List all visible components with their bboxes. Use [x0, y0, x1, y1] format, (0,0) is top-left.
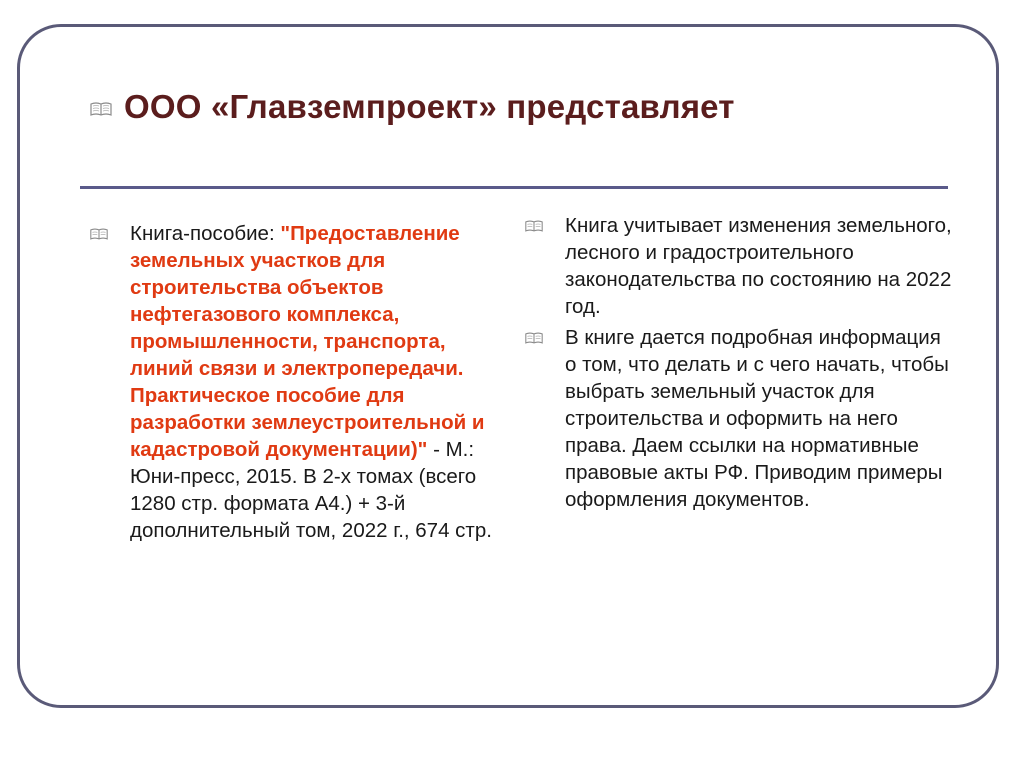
open-book-icon	[90, 101, 112, 117]
open-book-icon	[525, 331, 543, 345]
list-item	[90, 220, 500, 544]
book-intro: Книга-пособие:	[130, 222, 281, 245]
title-divider	[80, 186, 948, 189]
open-book-icon	[90, 227, 108, 241]
left-column	[90, 220, 500, 548]
title-row	[90, 88, 735, 126]
list-item	[525, 212, 955, 320]
book-details: - М.: Юни-пресс, 2015. В 2-х томах (всего 1280 стр. формата А4.) + 3-й дополнительный том, 2022 г., 674 стр.	[130, 438, 492, 542]
open-book-icon	[525, 219, 543, 233]
bullet-legislation: Книга учитывает изменения земельного, лесного и градостроительного законодательства по состоянию на 2022 год.	[565, 214, 952, 318]
slide-title: ООО «Главземпроект» представляет	[124, 88, 735, 125]
right-column	[525, 212, 955, 517]
book-description	[130, 220, 500, 544]
book-title: "Предоставление земельных участков для строительства объектов нефтегазового комплекса, промышленности, транспорта, линий связи и электропередачи. Практическое пособие для разработки землеустроительной и кадастровой документации)"	[130, 222, 485, 461]
bullet-details: В книге дается подробная информация о том, что делать и с чего начать, чтобы выбрать земельный участок для строительства и оформить на него права. Даем ссылки на нормативные правовые акты РФ. Приводим примеры оформления документов.	[565, 326, 949, 511]
list-item	[525, 324, 955, 513]
